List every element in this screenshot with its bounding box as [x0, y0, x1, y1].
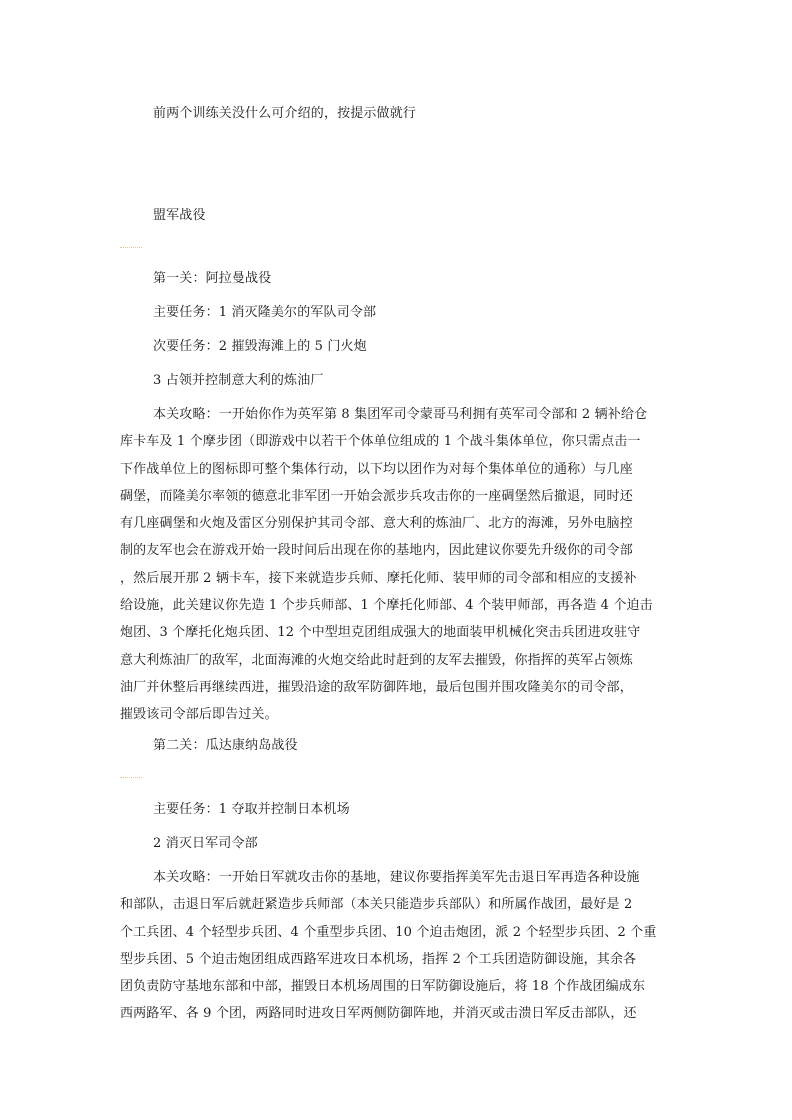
level1-secondary-task: 次要任务：2 摧毁海滩上的 5 门火炮: [153, 339, 367, 354]
level2-strategy-line: 个工兵团、4 个轻型步兵团、4 个重型步兵团、10 个迫击炮团，派 2 个轻型步兵团、2 个重: [120, 924, 657, 940]
level1-strategy-line: 油厂并休整后再继续西进，摧毁沿途的敌军防御阵地，最后包围并围攻隆美尔的司令部，: [120, 679, 633, 695]
level2-strategy-line: 团负责防守基地东部和中部，摧毁日本机场周围的日军防御设施后，将 18 个作战团编成东: [120, 979, 646, 995]
level1-strategy: [120, 401, 676, 729]
intro-text: 前两个训练关没什么可介绍的，按提示做就行: [153, 106, 417, 121]
level1-strategy-line: 库卡车及 1 个摩步团（即游戏中以若干个体单位组成的 1 个战斗集体单位，你只需点击一: [120, 434, 641, 450]
level1-strategy-line: 给设施，此关建议你先造 1 个步兵师部、1 个摩托化师部、4 个装甲师部，再各造 4 个迫击: [120, 598, 653, 614]
level1-strategy-line: 制的友军也会在游戏开始一段时间后出现在你的基地内，因此建议你要先升级你的司令部: [120, 543, 633, 559]
level2-strategy-line: 型步兵团、5 个迫击炮团组成西路军进攻日本机场，指挥 2 个工兵团造防御设施，其余各: [120, 951, 637, 967]
section-divider: [120, 247, 142, 248]
level1-strategy-line: 意大利炼油厂的敌军，北面海滩的火炮交给此时赶到的友军去摧毁，你指挥的英军占领炼: [120, 652, 633, 668]
section-title: 盟军战役: [153, 208, 206, 223]
level1-title: 第一关：阿拉曼战役: [153, 271, 272, 286]
level2-strategy-line: 西两路军、各 9 个团，两路同时进攻日军两侧防御阵地，并消灭或击溃日军反击部队，还: [120, 1006, 637, 1022]
level1-strategy-line: ，然后展开那 2 辆卡车，接下来就造步兵师、摩托化师、装甲师的司令部和相应的支援补: [120, 570, 637, 586]
level2-strategy-line: 本关攻略：一开始日军就攻击你的基地，建议你要指挥美军先击退日军再造各种设施: [153, 870, 640, 885]
level1-secondary-task-2: 3 占领并控制意大利的炼油厂: [153, 373, 324, 388]
level1-strategy-line: 摧毁该司令部后即告过关。: [120, 707, 278, 723]
level1-primary-task: 主要任务：1 消灭隆美尔的军队司令部: [153, 305, 377, 320]
level1-strategy-line: 本关攻略：一开始你作为英军第 8 集团军司令蒙哥马利拥有英军司令部和 2 辆补给仓: [153, 407, 648, 422]
level2-primary-task: 主要任务：1 夺取并控制日本机场: [153, 802, 350, 817]
level1-strategy-line: 下作战单位上的图标即可整个集体行动，以下均以团作为对每个集体单位的通称）与几座: [120, 461, 633, 477]
level2-title: 第二关：瓜达康纳岛战役: [153, 738, 298, 753]
level2-divider: [120, 777, 142, 778]
level2-strategy-line: 和部队，击退日军后就赶紧造步兵师部（本关只能造步兵部队）和所属作战团，最好是 2: [120, 897, 633, 913]
level2-primary-task-2: 2 消灭日军司令部: [153, 836, 258, 851]
level1-strategy-line: 有几座碉堡和火炮及雷区分别保护其司令部、意大利的炼油厂、北方的海滩，另外电脑控: [120, 516, 633, 532]
level1-strategy-line: 炮团、3 个摩托化炮兵团、12 个中型坦克团组成强大的地面装甲机械化突击兵团进攻驻守: [120, 625, 641, 641]
level1-strategy-line: 碉堡，而隆美尔率领的德意北非军团一开始会派步兵攻击你的一座碉堡然后撤退，同时还: [120, 488, 633, 504]
level2-strategy: [120, 864, 676, 1028]
